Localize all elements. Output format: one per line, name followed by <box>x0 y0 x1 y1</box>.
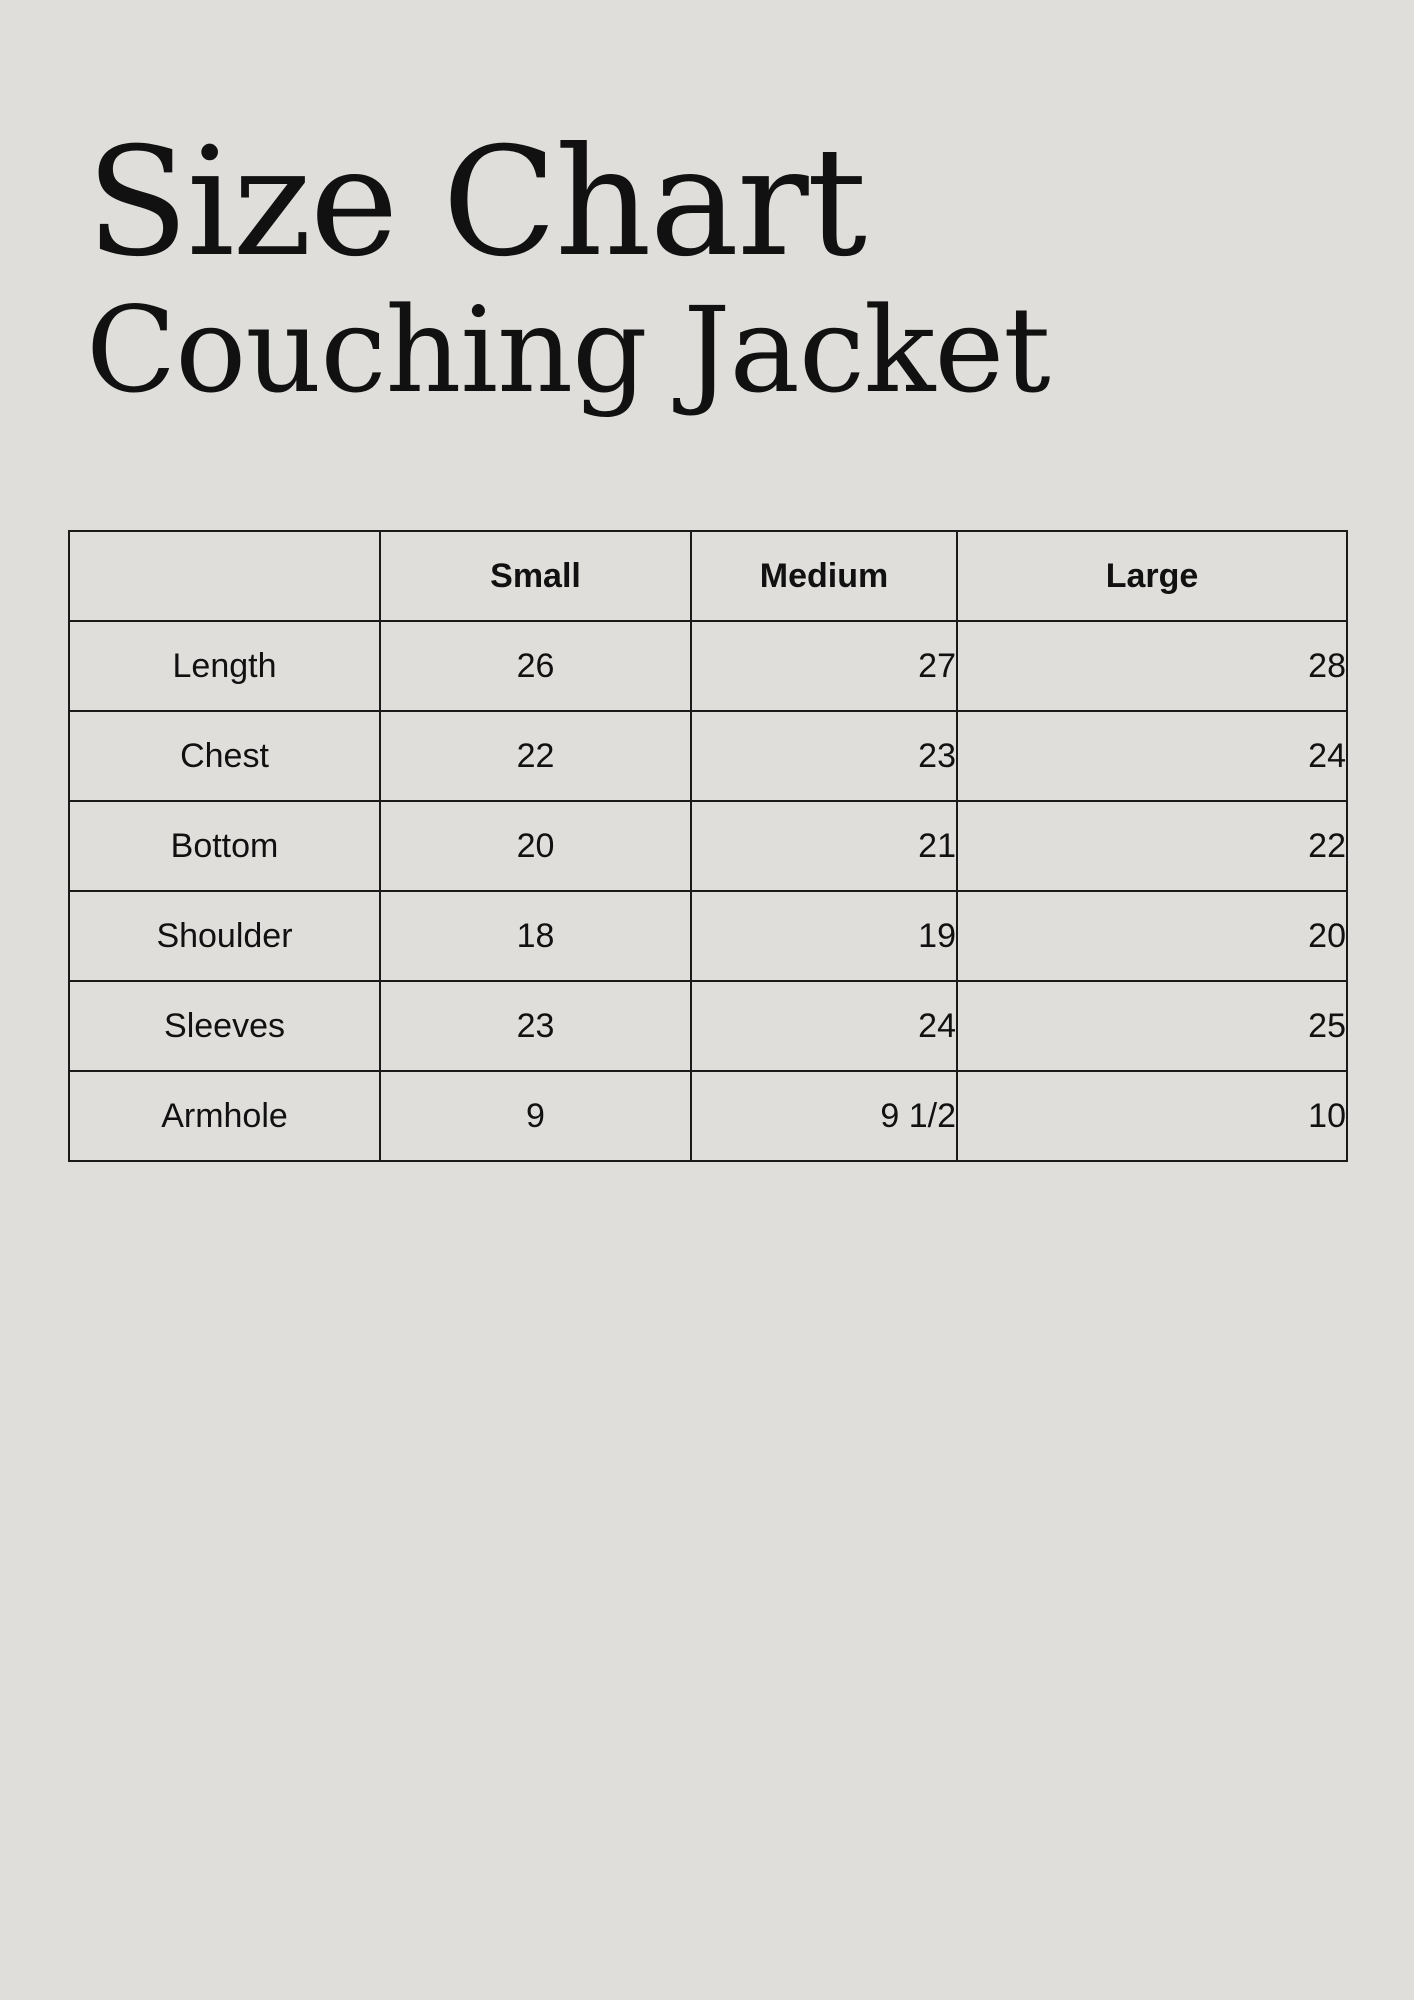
table-row <box>69 621 1347 711</box>
cell-large: 22 <box>957 801 1347 891</box>
cell-medium: 23 <box>691 711 957 801</box>
cell-medium: 9 1/2 <box>691 1071 957 1161</box>
cell-small: 18 <box>380 891 691 981</box>
title-main: Size Chart <box>86 116 865 290</box>
cell-large: 25 <box>957 981 1347 1071</box>
cell-large: 24 <box>957 711 1347 801</box>
table-row <box>69 801 1347 891</box>
cell-small: 23 <box>380 981 691 1071</box>
row-label: Length <box>69 621 380 711</box>
cell-large: 10 <box>957 1071 1347 1161</box>
row-label: Armhole <box>69 1071 380 1161</box>
cell-medium: 21 <box>691 801 957 891</box>
table-header-row <box>69 531 1347 621</box>
row-label: Bottom <box>69 801 380 891</box>
cell-medium: 19 <box>691 891 957 981</box>
cell-large: 20 <box>957 891 1347 981</box>
cell-small: 20 <box>380 801 691 891</box>
table-row <box>69 981 1347 1071</box>
header-small: Small <box>380 531 691 621</box>
row-label: Sleeves <box>69 981 380 1071</box>
size-chart-table <box>68 530 1348 1162</box>
cell-small: 22 <box>380 711 691 801</box>
cell-medium: 27 <box>691 621 957 711</box>
cell-small: 9 <box>380 1071 691 1161</box>
cell-small: 26 <box>380 621 691 711</box>
row-label: Chest <box>69 711 380 801</box>
title-subtitle: Couching Jacket <box>86 281 1050 419</box>
header-medium: Medium <box>691 531 957 621</box>
table-row <box>69 1071 1347 1161</box>
row-label: Shoulder <box>69 891 380 981</box>
header-empty-cell <box>69 531 380 621</box>
table-row <box>69 891 1347 981</box>
cell-medium: 24 <box>691 981 957 1071</box>
table-row <box>69 711 1347 801</box>
page-title <box>86 116 1050 419</box>
cell-large: 28 <box>957 621 1347 711</box>
header-large: Large <box>957 531 1347 621</box>
